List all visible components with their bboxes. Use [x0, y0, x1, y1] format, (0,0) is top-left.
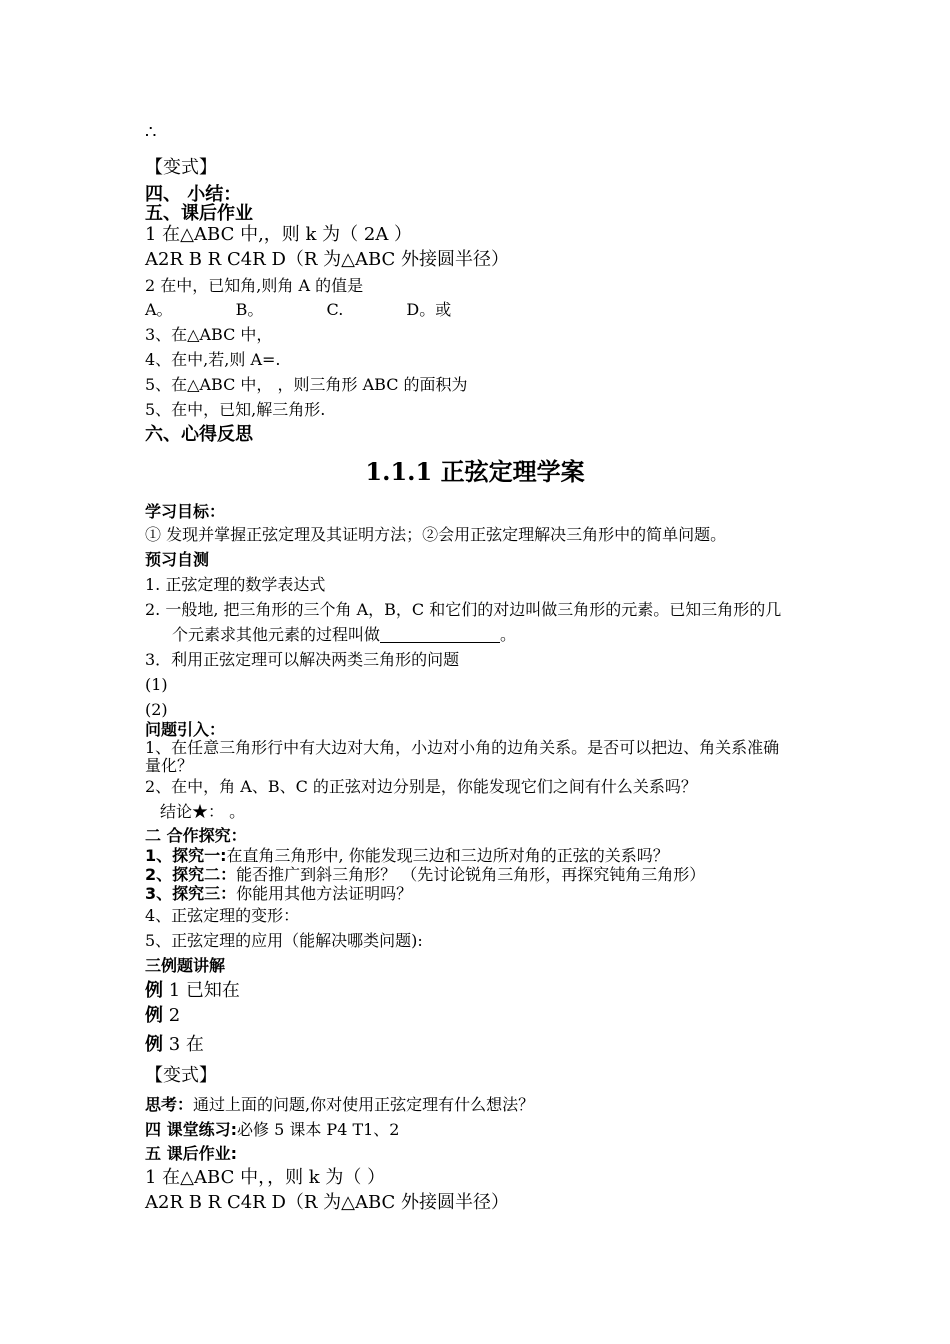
think: [145, 1095, 534, 1115]
homework2-q1-options: A2R B R C4R D（R 为△ABC 外接圆半径）: [145, 1192, 510, 1213]
homework-q1-options: A2R B R C4R D（R 为△ABC 外接圆半径）: [145, 249, 510, 270]
intro-q1-cont: 量化？: [145, 756, 194, 775]
explore-2-label: 2、探究二：: [145, 865, 237, 884]
explore-2-text: 能否推广到斜三角形？ （先讨论锐角三角形，再探究钝角三角形）: [236, 865, 706, 884]
therefore-symbol: ∴: [145, 122, 157, 143]
option-d: D。或: [406, 300, 452, 319]
option-a: A。: [145, 300, 173, 319]
homework-heading-2: 五 课后作业:: [145, 1144, 237, 1163]
goals-text: ① 发现并掌握正弦定理及其证明方法；②会用正弦定理解决三角形中的简单问题。: [145, 525, 727, 544]
practice-label: 四 课堂练习:: [145, 1120, 237, 1139]
examples-heading: 三例题讲解: [145, 956, 226, 975]
example-3-label: 例: [145, 1034, 163, 1055]
think-label: 思考：: [145, 1095, 194, 1114]
homework-q3: 3、在△ABC 中，: [145, 325, 273, 344]
example-3-text: 3 在: [163, 1034, 204, 1055]
example-1-text: 1 已知在: [163, 980, 240, 1001]
preview-item-2-text: 个元素求其他元素的过程叫做: [172, 625, 381, 644]
variant-heading: 【变式】: [145, 157, 217, 178]
explore-4: 4、正弦定理的变形：: [145, 906, 300, 925]
explore-1-label: 1、探究一:: [145, 846, 227, 865]
example-2: [145, 1006, 180, 1026]
preview-item-3: 3．利用正弦定理可以解决两类三角形的问题: [145, 650, 460, 669]
classroom-practice: [145, 1120, 400, 1140]
homework-q2-options: [145, 300, 451, 320]
preview-item-2-cont: [172, 625, 516, 645]
variant-heading-2: 【变式】: [145, 1065, 217, 1086]
explore-3: [145, 884, 412, 904]
preview-heading: 预习自测: [145, 550, 210, 569]
example-2-label: 例: [145, 1005, 163, 1026]
homework2-q1: 1 在△ABC 中，，则 k 为（ ）: [145, 1167, 386, 1188]
explore-1-text: 在直角三角形中, 你能发现三边和三边所对角的正弦的关系吗？: [226, 846, 669, 865]
example-1-label: 例: [145, 980, 163, 1001]
homework-q2: 2 在中，已知角,则角 A 的值是: [145, 276, 364, 295]
explore-3-text: 你能用其他方法证明吗？: [236, 884, 413, 903]
explore-1: [145, 846, 669, 866]
homework-q1: 1 在△ABC 中,，则 k 为（ 2A ）: [145, 224, 413, 245]
homework-q5: 5、在△ABC 中， ，则三角形 ABC 的面积为: [145, 375, 468, 394]
preview-item-3-1: (1): [145, 675, 168, 694]
preview-item-3-2: (2): [145, 700, 168, 719]
intro-heading: 问题引入：: [145, 720, 226, 739]
goals-heading: 学习目标：: [145, 502, 226, 521]
homework-q5b: 5、在中，已知,解三角形.: [145, 400, 326, 419]
option-b: B。: [235, 300, 264, 319]
example-1: [145, 981, 240, 1001]
preview-item-1: 1. 正弦定理的数学表达式: [145, 575, 326, 594]
option-c: C.: [326, 300, 344, 319]
section-reflection: 六、心得反思: [145, 424, 253, 445]
section-summary: 四、 小结：: [145, 184, 242, 205]
conclusion: 结论★： 。: [160, 802, 246, 821]
explore-3-label: 3、探究三：: [145, 884, 237, 903]
answer-blank: [380, 626, 500, 643]
think-text: 通过上面的问题,你对使用正弦定理有什么想法？: [193, 1095, 535, 1114]
cooperation-heading: 二 合作探究：: [145, 826, 247, 845]
intro-q2: 2、在中，角 A、B、C 的正弦对边分别是，你能发现它们之间有什么关系吗？: [145, 777, 697, 796]
example-3: [145, 1035, 204, 1055]
homework-q4: 4、在中,若,则 A=.: [145, 350, 281, 369]
practice-text: 必修 5 课本 P4 T1、2: [236, 1120, 400, 1139]
preview-item-2: 2. 一般地, 把三角形的三个角 A，B，C 和它们的对边叫做三角形的元素。已知三角形的几: [145, 600, 782, 619]
section-homework: 五、课后作业: [145, 203, 253, 224]
example-2-text: 2: [163, 1005, 181, 1026]
page-title: 1.1.1 正弦定理学案: [365, 457, 585, 486]
preview-item-2-end: 。: [500, 625, 517, 644]
explore-2: [145, 865, 705, 885]
intro-q1: 1、在任意三角形行中有大边对大角，小边对小角的边角关系。是否可以把边、角关系准确: [145, 738, 780, 757]
explore-5: 5、正弦定理的应用（能解决哪类问题):: [145, 931, 423, 950]
